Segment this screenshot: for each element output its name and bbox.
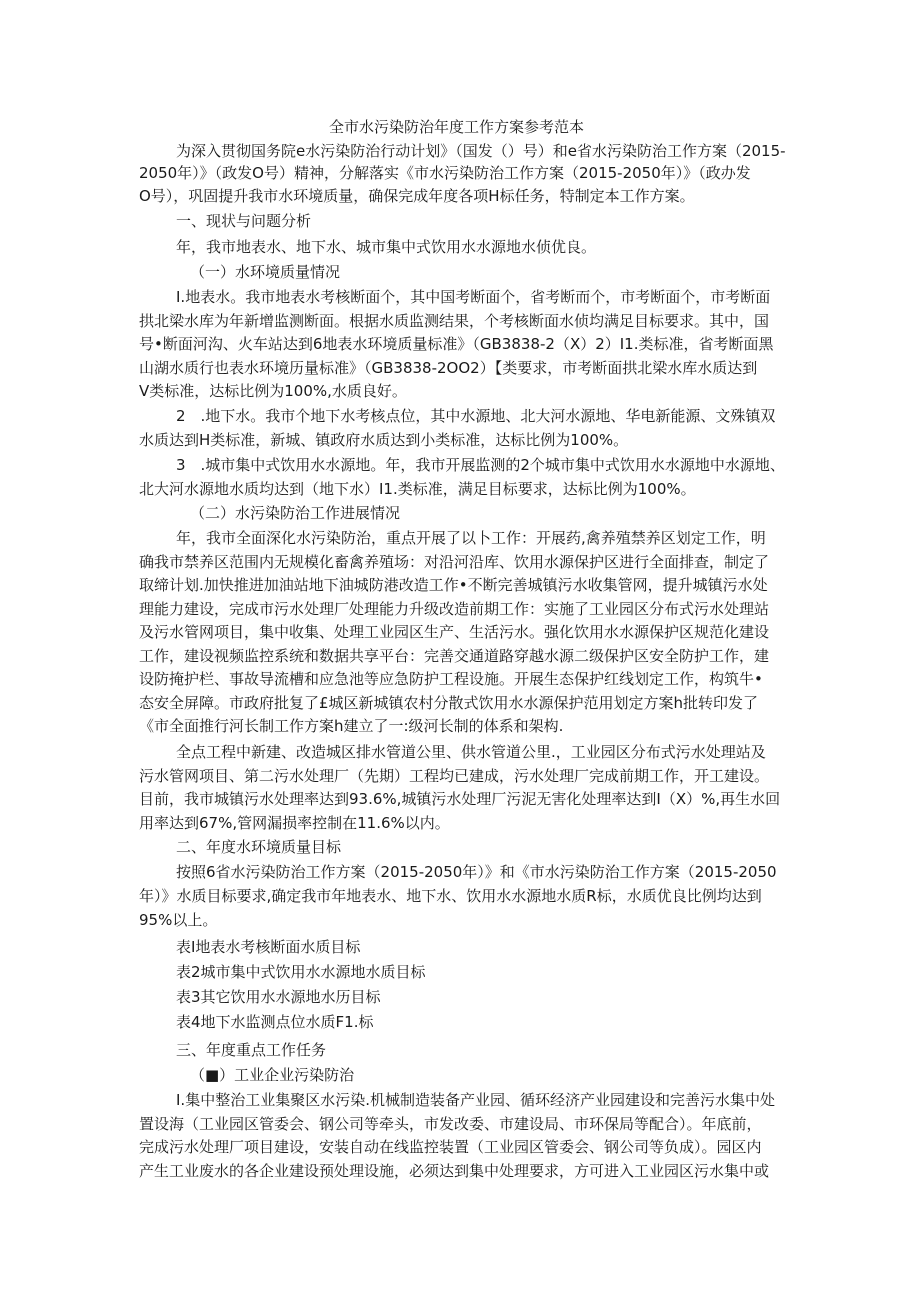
paragraph-line: 完成污水处理厂项目建设，安装自动在线监控装置（工业园区管委会、钢公司等负成）。园区内 bbox=[139, 1138, 762, 1156]
intro-line: O号），巩固提升我市水环境质量，确保完成年度各项H标任务，特制定本工作方案。 bbox=[139, 187, 695, 205]
section-heading: 一、现状与问题分析 bbox=[176, 212, 312, 230]
paragraph-line: 工作，建设视频监控系统和数据共享平台：完善交通道路穿越水源二级保护区安全防护工作，建 bbox=[139, 647, 770, 665]
paragraph-line: 按照6省水污染防治工作方案（2015-2050年）》和《市水污染防治工作方案（2015-2050 bbox=[176, 863, 777, 881]
table-caption: 表I地表水考核断面水质目标 bbox=[176, 938, 361, 956]
paragraph-line: 2 .地下水。我市个地下水考核点位，其中水源地、北大河水源地、华电新能源、文殊镇双 bbox=[176, 407, 776, 425]
paragraph-line: 全点工程中新建、改造城区排水管道公里、供水管道公里.，工业园区分布式污水处理站及 bbox=[176, 743, 766, 761]
paragraph-line: 年）》水质目标要求,确定我市年地表水、地下水、饮用水水源地水质R标，水质优良比例均达到 bbox=[139, 887, 762, 905]
paragraph-line: 年，我市全面深化水污染防治，重点开展了以卜工作：开展药,禽养殖禁养区划定工作，明 bbox=[176, 529, 766, 547]
paragraph-line: 理能力建设，完成市污水处理厂处理能力升级改造前期工作：实施了工业园区分布式污水处理站 bbox=[139, 600, 770, 618]
paragraph-line: 目前，我市城镇污水处理率达到93.6%,城镇污水处理厂污泥无害化处理率达到I（X）%,再生水回 bbox=[139, 790, 781, 808]
paragraph-line: 山湖水质行也表水环境历量标准》（GB3838-2OO2）【类要求，市考断面拱北梁水库水质达到 bbox=[139, 359, 758, 377]
subsection-heading: （一）水环境质量情况 bbox=[190, 263, 341, 281]
paragraph-line: 用率达到67%,管网漏损率控制在11.6%以内。 bbox=[139, 814, 450, 832]
paragraph-line: V类标准，达标比例为100%,水质良好。 bbox=[139, 382, 407, 400]
paragraph-line: 确我市禁养区范围内无规模化畜禽养殖场：对沿河沿库、饮用水源保护区进行全面排查，制定了 bbox=[139, 553, 770, 571]
paragraph-line: 年，我市地表水、地下水、城市集中式饮用水水源地水侦优良。 bbox=[176, 238, 597, 256]
paragraph-line: 《市全面推行河长制工作方案h建立了一:级河长制的体系和架构. bbox=[139, 717, 564, 735]
paragraph-line: I.集中整治工业集聚区水污染.机械制造装备产业园、循环经济产业园建设和完善污水集中处 bbox=[176, 1091, 775, 1109]
intro-line: 2050年）》（政发O号）精神，分解落实《市水污染防治工作方案（2015-2050年）》（政办发 bbox=[139, 164, 751, 182]
paragraph-line: 北大河水源地水质均达到（地下水）I1.类标准，满足目标要求，达标比例为100%。 bbox=[139, 480, 696, 498]
subsection-heading: （二）水污染防治工作进展情况 bbox=[190, 504, 401, 522]
subsection-heading: （■）工业企业污染防治 bbox=[190, 1066, 355, 1084]
paragraph-line: 水质达到H类标准，新城、镇政府水质达到小类标准，达标比例为100%。 bbox=[139, 431, 629, 449]
table-caption: 表2城市集中式饮用水水源地水质目标 bbox=[176, 963, 426, 981]
intro-line: 为深入贯彻国务院e水污染防治行动计划》（国发（）号）和e省水污染防治工作方案（2015- bbox=[176, 142, 786, 160]
section-heading: 三、年度重点工作任务 bbox=[176, 1041, 327, 1059]
paragraph-line: 置设海（工业园区管委会、钢公司等牵头，市发改委、市建设局、市环保局等配合）。年底前， bbox=[139, 1115, 762, 1133]
paragraph-line: 3 .城市集中式饮用水水源地。年，我市开展监测的2个城市集中式饮用水水源地中水源地、 bbox=[176, 456, 785, 474]
paragraph-line: 号•断面河沟、火车站达到6地表水环境质量标准》（GB3838-2（X）2）I1.类标准，省考断面黑 bbox=[139, 335, 774, 353]
paragraph-line: 拱北梁水库为年新增监测断面。根据水质监测结果，个考核断面水侦均满足目标要求。其中，国 bbox=[139, 312, 770, 330]
paragraph-line: 污水管网项目、第二污水处理厂（先期）工程均已建成，污水处理厂完成前期工作，开工建设。 bbox=[139, 767, 770, 785]
paragraph-line: I.地表水。我市地表水考核断面个，其中国考断面个，省考断而个，市考断面个，市考断面 bbox=[176, 288, 771, 306]
paragraph-line: 产生工业废水的各企业建设预处理设施，必须达到集中处理要求，方可进入工业园区污水集中或 bbox=[139, 1162, 770, 1180]
table-caption: 表4地下水监测点位水质F1.标 bbox=[176, 1013, 374, 1031]
table-caption: 表3其它饮用水水源地水历目标 bbox=[176, 988, 381, 1006]
paragraph-line: 态安全屏障。市政府批复了£城区新城镇农村分散式饮用水水源保护范用划定方案h批转印发了 bbox=[139, 694, 759, 712]
paragraph-line: 取缔计划.加快推进加油站地下油城防港改造工作•不断完善城镇污水收集管网，提升城镇污水处 bbox=[139, 576, 768, 594]
paragraph-line: 95%以上。 bbox=[139, 911, 218, 929]
section-heading: 二、年度水环境质量目标 bbox=[176, 838, 342, 856]
paragraph-line: 及污水管网项目，集中收集、处理工业园区生产、生活污水。强化饮用水水源保护区规范化建设 bbox=[139, 623, 770, 641]
paragraph-line: 设防掩护栏、事故导流槽和应急池等应急防护工程设施。开展生态保护红线划定工作，构筑牛• bbox=[139, 670, 763, 688]
document-title: 全市水污染防治年度工作方案参考范本 bbox=[329, 118, 585, 136]
